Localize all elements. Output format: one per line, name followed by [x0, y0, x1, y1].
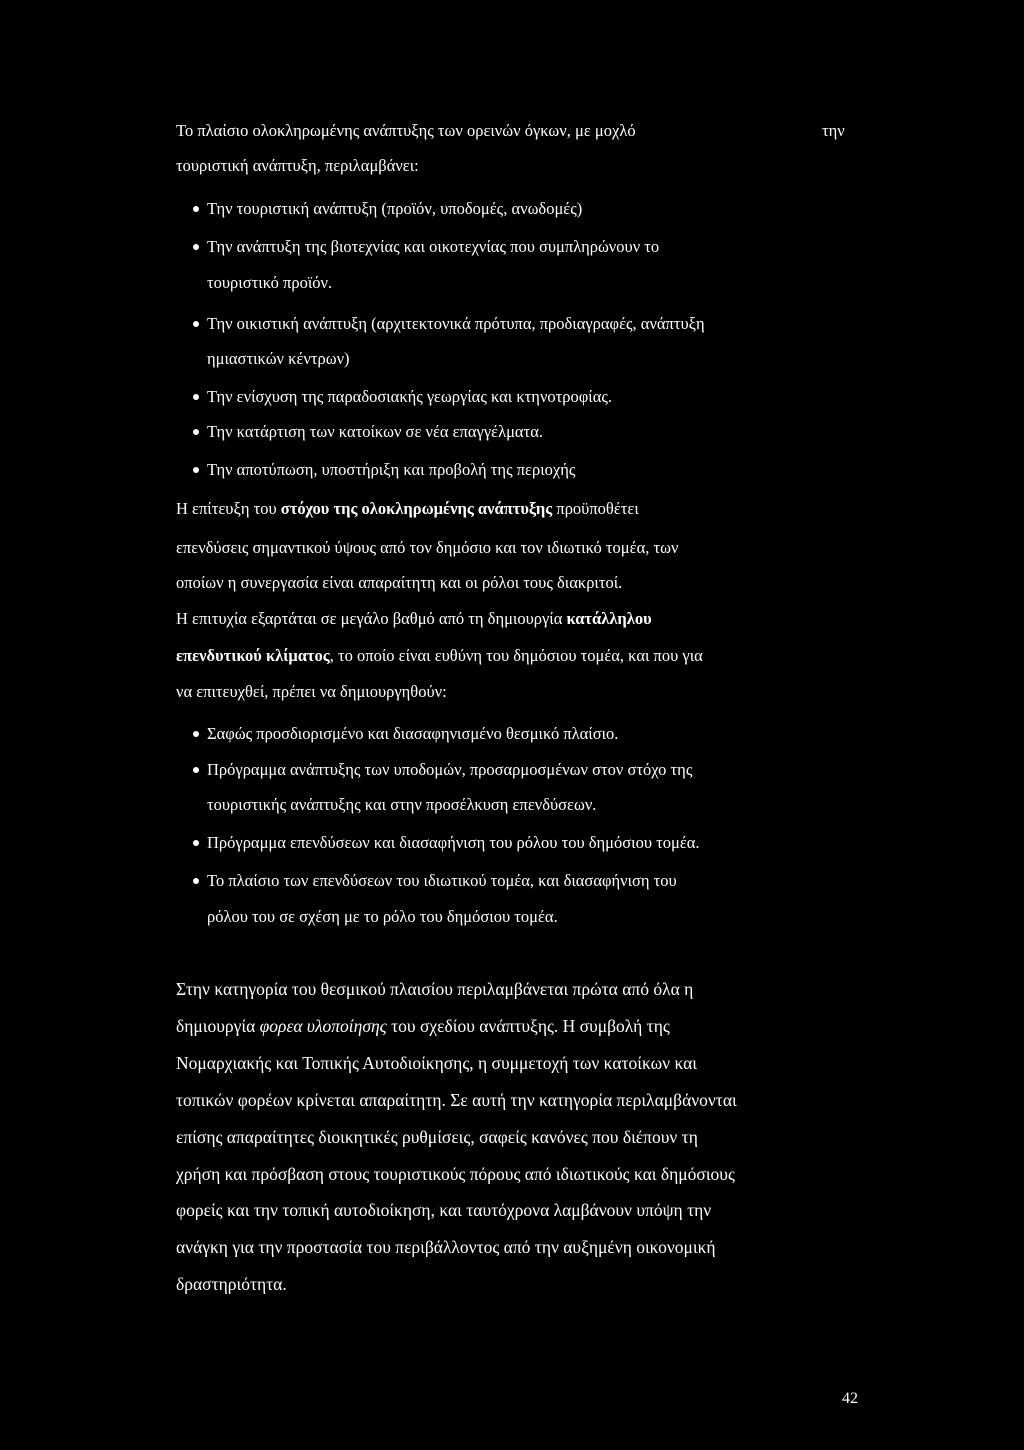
- para1-line-2: επενδύσεις σημαντικού ύψους από τον δημόσιο και τον ιδιωτικό τομέα, των: [176, 538, 679, 557]
- para3-l2-italic: φορεα υλοποίησης: [259, 1016, 387, 1036]
- bullet2-1-text: Σαφώς προσδιορισμένο και διασαφηνισμένο θεσμικό πλαίσιο.: [207, 724, 619, 743]
- bullet-2-text: Την ανάπτυξη της βιοτεχνίας και οικοτεχνίας που συμπληρώνουν το: [207, 237, 660, 256]
- bullet-4-text: Την ενίσχυση της παραδοσιακής γεωργίας και κτηνοτροφίας.: [207, 387, 613, 406]
- para2-l1-bold: κατάλληλου: [566, 609, 652, 628]
- bullet-dot: [193, 206, 199, 212]
- intro-line-2: τουριστική ανάπτυξη, περιλαμβάνει:: [176, 156, 419, 175]
- bullet-dot: [193, 731, 199, 737]
- para2-l2-b: , το οποίο είναι ευθύνη του δημόσιου τομέα, και που για: [329, 646, 703, 665]
- bullet-dot: [193, 394, 199, 400]
- para3-line-7: φορείς και την τοπική αυτοδιοίκηση, και ταυτόχρονα λαμβάνουν υπόψη την: [176, 1200, 712, 1220]
- para3-l2-c: του σχεδίου ανάπτυξης. Η συμβολή της: [386, 1016, 670, 1036]
- para2-l1-a: Η επιτυχία εξαρτάται σε μεγάλο βαθμό από τη δημιουργία: [176, 609, 567, 628]
- para1-l1-c: προϋποθέτει: [552, 499, 639, 518]
- para3-line-5: επίσης απαραίτητες διοικητικές ρυθμίσεις, σαφείς κανόνες που διέπουν τη: [176, 1127, 698, 1147]
- para3-line-3: Νομαρχιακής και Τοπικής Αυτοδιοίκησης, η συμμετοχή των κατοίκων και: [176, 1053, 698, 1073]
- para1-l1-bold: στόχου της ολοκληρωμένης ανάπτυξης: [280, 499, 553, 518]
- intro-line-1-text: Το πλαίσιο ολοκληρωμένης ανάπτυξης των ορεινών όγκων, με μοχλό: [176, 121, 636, 140]
- bullet2-4-cont: ρόλου του σε σχέση με το ρόλο του δημόσιου τομέα.: [207, 907, 558, 926]
- para1-l1-a: Η επίτευξη του: [176, 499, 281, 518]
- bullet-dot: [193, 767, 199, 773]
- bullet-5-text: Την κατάρτιση των κατοίκων σε νέα επαγγέλματα.: [207, 422, 543, 441]
- bullet-3-text: Την οικιστική ανάπτυξη (αρχιτεκτονικά πρότυπα, προδιαγραφές, ανάπτυξη: [207, 314, 705, 333]
- bullet-dot: [193, 467, 199, 473]
- page-number: 42: [842, 1390, 858, 1407]
- bullet-2-cont: τουριστικό προϊόν.: [207, 273, 333, 292]
- bullet2-2-text: Πρόγραμμα ανάπτυξης των υποδομών, προσαρμοσμένων στον στόχο της: [207, 760, 693, 779]
- para3-line-2: [176, 1014, 670, 1038]
- bullet2-4-text: Το πλαίσιο των επενδύσεων του ιδιωτικού τομέα, και διασαφήνιση του: [207, 871, 677, 890]
- para1-line-1: [176, 498, 639, 520]
- para2-line-2: [176, 645, 703, 667]
- para3-l2-a: δημιουργία: [176, 1016, 260, 1036]
- para3-line-4: τοπικών φορέων κρίνεται απαραίτητη. Σε αυτή την κατηγορία περιλαμβάνονται: [176, 1090, 737, 1110]
- bullet-dot: [193, 244, 199, 250]
- para3-line-6: χρήση και πρόσβαση στους τουριστικούς πόρους από ιδιωτικούς και δημόσιους: [176, 1164, 735, 1184]
- bullet-1-text: Την τουριστική ανάπτυξη (προϊόν, υποδομές, ανωδομές): [207, 199, 583, 218]
- bullet-dot: [193, 878, 199, 884]
- bullet-6-text: Την αποτύπωση, υποστήριξη και προβολή της περιοχής: [207, 460, 576, 479]
- bullet2-3-text: Πρόγραμμα επενδύσεων και διασαφήνιση του ρόλου του δημόσιου τομέα.: [207, 833, 700, 852]
- bullet-dot: [193, 321, 199, 327]
- bullet-dot: [193, 840, 199, 846]
- bullet-3-cont: ημιαστικών κέντρων): [207, 349, 350, 368]
- para3-line-9: δραστηριότητα.: [176, 1274, 287, 1294]
- para3-line-8: ανάγκη για την προστασία του περιβάλλοντος από την αυξημένη οικονομική: [176, 1237, 716, 1257]
- para2-line-1: [176, 608, 652, 630]
- bullet-dot: [193, 429, 199, 435]
- bullet2-2-cont: τουριστικής ανάπτυξης και στην προσέλκυση επενδύσεων.: [207, 795, 597, 814]
- intro-line-1-end: την: [822, 121, 845, 140]
- para3-line-1: Στην κατηγορία του θεσμικού πλαισίου περιλαμβάνεται πρώτα από όλα η: [176, 979, 694, 999]
- para2-line-3: να επιτευχθεί, πρέπει να δημιουργηθούν:: [176, 682, 447, 701]
- para1-line-3: οποίων η συνεργασία είναι απαραίτητη και οι ρόλοι τους διακριτοί.: [176, 573, 623, 592]
- para2-l2-bold: επενδυτικού κλίματος: [176, 646, 330, 665]
- intro-line-1: [176, 120, 636, 142]
